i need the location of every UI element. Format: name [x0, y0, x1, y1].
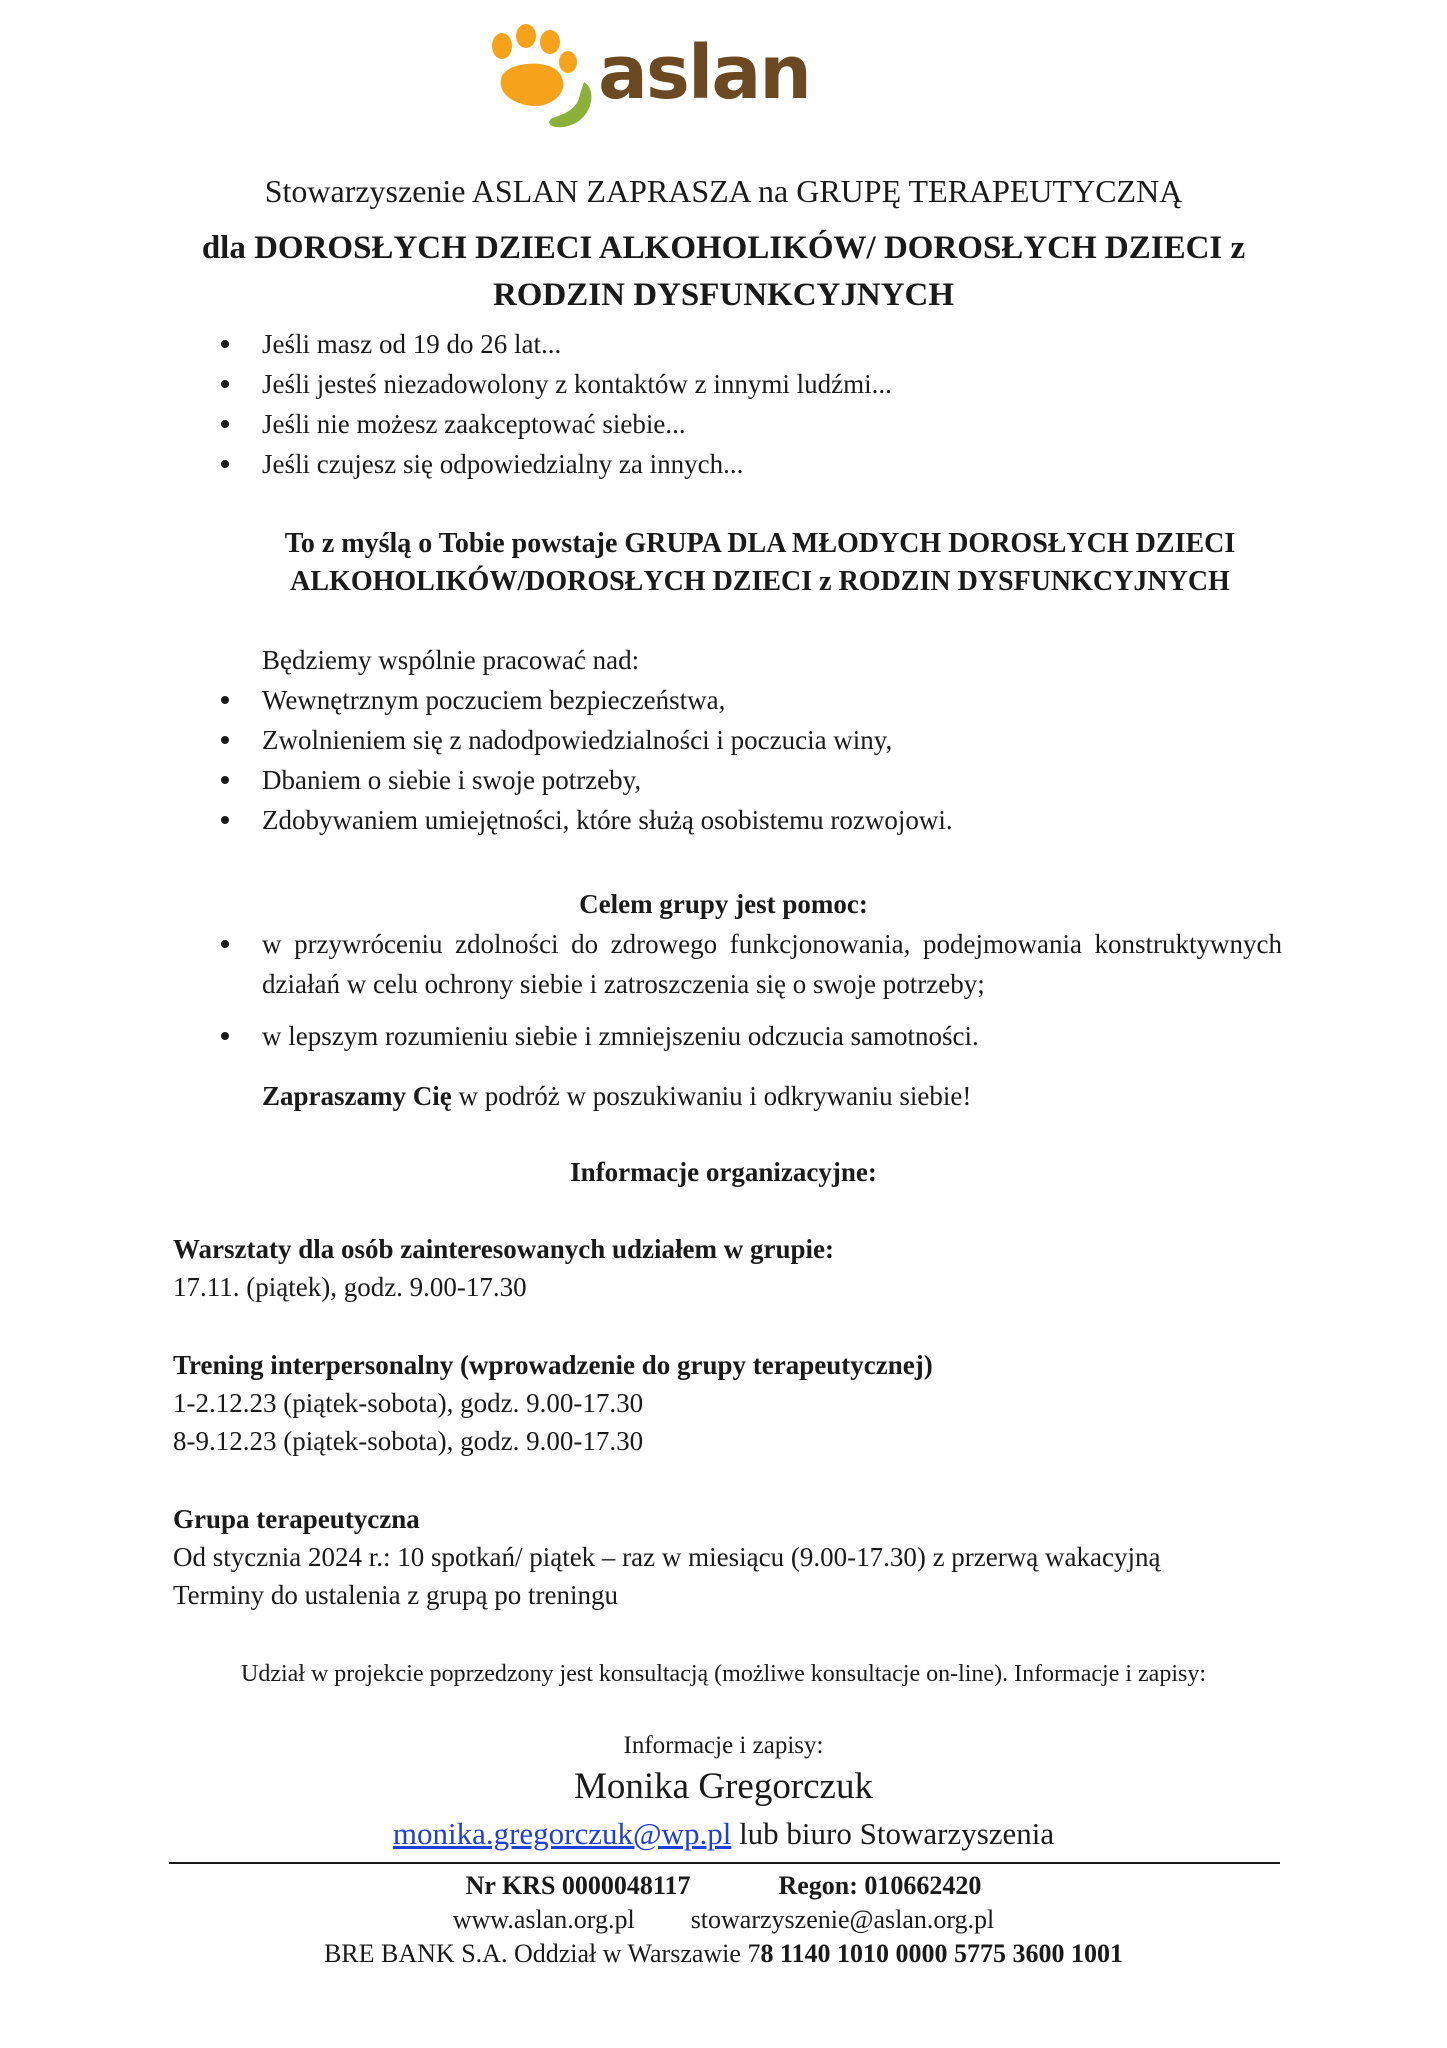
contact-email-link[interactable]: monika.gregorczuk@wp.pl — [392, 1816, 732, 1851]
aslan-logo — [480, 24, 820, 134]
krs-number: Nr KRS 0000048117 — [465, 1871, 691, 1900]
regon-number: Regon: 010662420 — [778, 1871, 982, 1900]
info-label: Informacje i zapisy: — [623, 1732, 824, 1759]
work-list — [0, 680, 953, 840]
list-item — [0, 1016, 1282, 1056]
list-item: Jeśli masz od 19 do 26 lat... — [0, 324, 892, 364]
list-item: Zdobywaniem umiejętności, które służą osobistemu rozwojowi. — [0, 800, 953, 840]
invite-bold: Zapraszamy Cię — [262, 1081, 452, 1111]
list-item: Zwolnieniem się z nadodpowiedzialności i poczucia winy, — [0, 720, 953, 760]
list-item — [0, 924, 1282, 1004]
list-item: Jeśli czujesz się odpowiedzialny za innych... — [0, 444, 892, 484]
bank-account: 8 1140 1010 0000 5775 3600 1001 — [760, 1939, 1124, 1968]
goal-item-line-2: działań w celu ochrony siebie i zatroszczenia się o swoje potrzeby; — [262, 969, 985, 999]
journey-invite — [262, 1076, 971, 1116]
list-item: Wewnętrznym poczuciem bezpieczeństwa, — [0, 680, 953, 720]
list-item: Dbaniem o siebie i swoje potrzeby, — [0, 760, 953, 800]
workshops-date: 17.11. (piątek), godz. 9.00-17.30 — [173, 1272, 527, 1302]
footer-registry — [0, 1868, 1447, 1904]
goal-title: Celem grupy jest pomoc: — [579, 889, 868, 919]
consultation-note: Udział w projekcie poprzedzony jest konsultacją (możliwe konsultacje on-line). Informacje i zapisy: — [241, 1661, 1206, 1687]
list-item: Jeśli jesteś niezadowolony z kontaktów z innymi ludźmi... — [0, 364, 892, 404]
workshops-section — [173, 1230, 834, 1306]
training-date-1: 1-2.12.23 (piątek-sobota), godz. 9.00-17.30 — [173, 1388, 644, 1418]
training-title: Trening interpersonalny (wprowadzenie do grupy terapeutycznej) — [173, 1350, 933, 1380]
training-date-2: 8-9.12.23 (piątek-sobota), godz. 9.00-17.30 — [173, 1426, 644, 1456]
goal-list — [0, 924, 1282, 1056]
bank-prefix: BRE BANK S.A. Oddział w Warszawie 7 — [323, 1939, 761, 1968]
group-statement-line-2: ALKOHOLIKÓW/DOROSŁYCH DZIECI z RODZIN DYSFUNKCYJNYCH — [290, 566, 1230, 597]
therapy-section — [173, 1500, 1160, 1614]
footer-contact — [0, 1902, 1447, 1938]
therapy-schedule: Od stycznia 2024 r.: 10 spotkań/ piątek – raz w miesiącu (9.00-17.30) z przerwą wakacyjną — [173, 1542, 1161, 1572]
training-section — [173, 1346, 933, 1460]
association-email-link[interactable]: stowarzyszenie@aslan.org.pl — [690, 1905, 995, 1934]
heading-line-1: dla DOROSŁYCH DZIECI ALKOHOLIKÓW/ DOROSŁYCH DZIECI z — [201, 230, 1246, 266]
contact-line — [0, 1812, 1447, 1856]
therapy-title: Grupa terapeutyczna — [173, 1504, 420, 1534]
therapy-terms: Terminy do ustalenia z grupą po treningu — [173, 1580, 618, 1610]
footer-divider — [169, 1862, 1280, 1864]
group-statement-line-1: To z myślą o Tobie powstaje GRUPA DLA MŁODYCH DOROSŁYCH DZIECI — [284, 528, 1236, 559]
logo-wordmark: aslan — [598, 30, 810, 116]
paw-footprint-icon — [480, 24, 600, 134]
if-list — [0, 324, 892, 484]
invite-rest: w podróż w poszukiwaniu i odkrywaniu siebie! — [451, 1081, 972, 1111]
org-info-title: Informacje organizacyjne: — [570, 1157, 877, 1187]
list-item: Jeśli nie możesz zaakceptować siebie... — [0, 404, 892, 444]
contact-name: Monika Gregorczuk — [574, 1766, 873, 1807]
heading-line-2: RODZIN DYSFUNKCYJNYCH — [492, 277, 955, 313]
contact-rest: lub biuro Stowarzyszenia — [731, 1816, 1055, 1851]
website-link[interactable]: www.aslan.org.pl — [452, 1905, 635, 1934]
goal-item-line-1: w lepszym rozumieniu siebie i zmniejszeniu odczucia samotności. — [262, 1021, 979, 1051]
goal-item-line-1: w przywróceniu zdolności do zdrowego funkcjonowania, podejmowania konstruktywnych — [262, 929, 1282, 959]
work-intro: Będziemy wspólnie pracować nad: — [262, 645, 640, 675]
footer-bank — [0, 1936, 1447, 1972]
invitation-line: Stowarzyszenie ASLAN ZAPRASZA na GRUPĘ TERAPEUTYCZNĄ — [264, 173, 1183, 209]
workshops-title: Warsztaty dla osób zainteresowanych udziałem w grupie: — [173, 1234, 834, 1264]
